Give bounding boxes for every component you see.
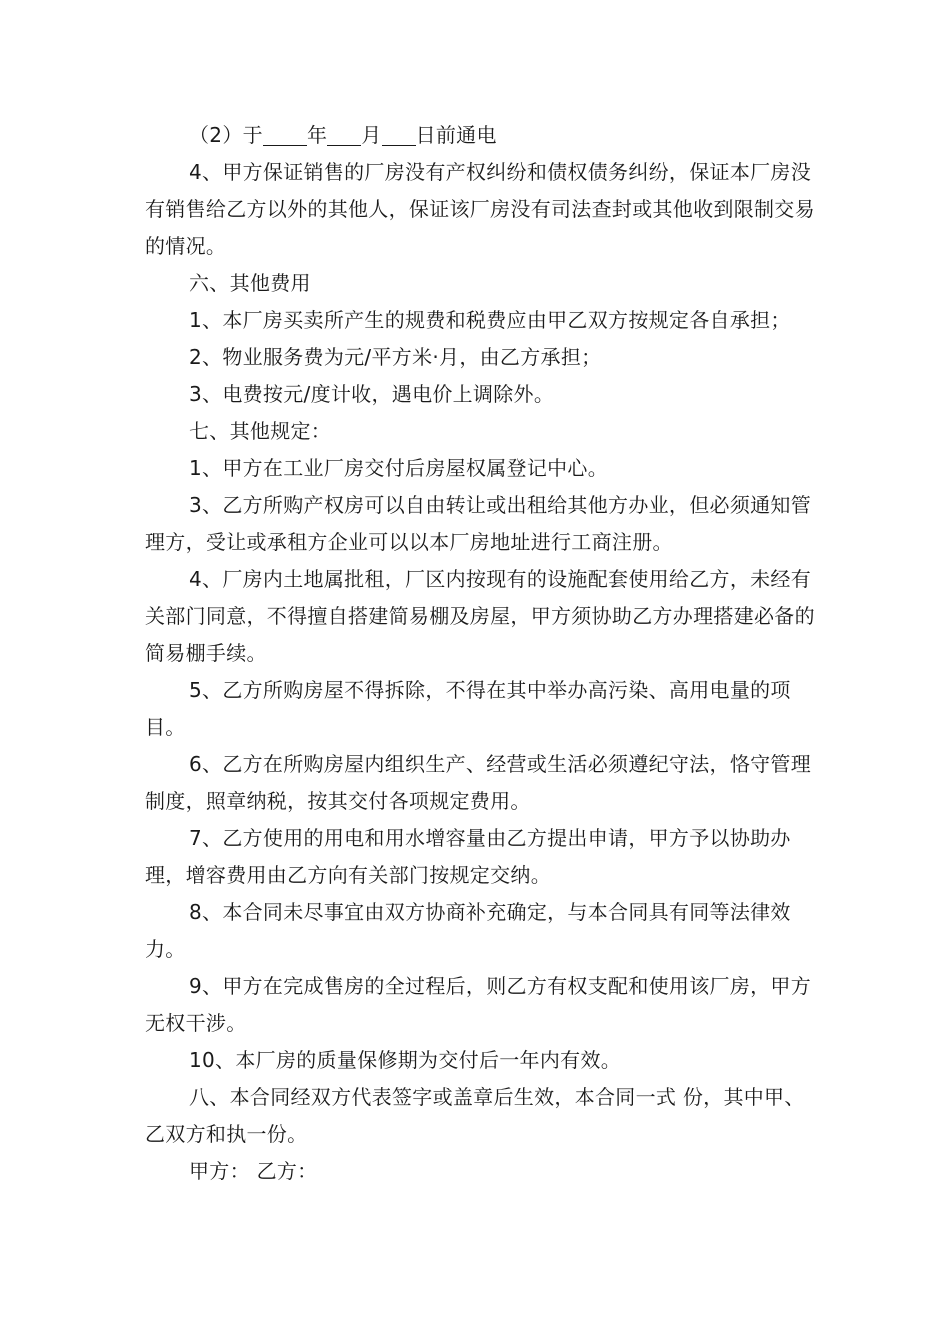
clause-paragraph: 4、甲方保证销售的厂房没有产权纠纷和债权债务纠纷，保证本厂房没有销售给乙方以外的其他人，保证该厂房没有司法查封或其他收到限制交易的情况。: [145, 160, 815, 258]
party-b-label: 乙方：: [256, 1159, 318, 1183]
clause-paragraph: 6、乙方在所购房屋内组织生产、经营或生活必须遵纪守法，恪守管理制度，照章纳税，按其交付各项规定费用。: [145, 752, 812, 813]
month-blank: [327, 123, 361, 146]
clause-paragraph: 2、物业服务费为元/平方米·月，由乙方承担；: [189, 345, 602, 369]
clause-paragraph: 7、乙方使用的用电和用水增容量由乙方提出申请，甲方予以协助办理，增容费用由乙方向有关部门按规定交纳。: [145, 826, 791, 887]
year-label: 年: [306, 123, 328, 147]
clause-paragraph: 3、乙方所购产权房可以自由转让或出租给其他方办业，但必须通知管理方，受让或承租方企业可以以本厂房地址进行工商注册。: [145, 493, 812, 554]
clause-paragraph: 9、甲方在完成售房的全过程后，则乙方有权支配和使用该厂房，甲方无权干涉。: [145, 974, 812, 1035]
party-a-label: 甲方：: [189, 1159, 250, 1183]
section-heading-other-rules: 七、其他规定：: [189, 419, 332, 443]
clause-paragraph: 4、厂房内土地属批租，厂区内按现有的设施配套使用给乙方，未经有关部门同意，不得擅自搭建简易棚及房屋，甲方须协助乙方办理搭建必备的简易棚手续。: [145, 567, 815, 665]
day-blank: [382, 123, 416, 146]
power-on-suffix: 日前通电: [415, 123, 497, 147]
section-heading-other-fees: 六、其他费用: [189, 271, 311, 295]
signature-line: [145, 1153, 815, 1190]
power-on-date-line: [145, 117, 815, 154]
section-heading-effect: 八、本合同经双方代表签字或盖章后生效，本合同一式 份，其中甲、乙双方和执一份。: [145, 1085, 805, 1146]
clause-paragraph: 3、电费按元/度计收，遇电价上调除外。: [189, 382, 555, 406]
power-on-prefix: （2）于: [189, 123, 263, 147]
clause-paragraph: 10、本厂房的质量保修期为交付后一年内有效。: [189, 1048, 622, 1072]
clause-paragraph: 8、本合同未尽事宜由双方协商补充确定，与本合同具有同等法律效力。: [145, 900, 791, 961]
clause-paragraph: 1、甲方在工业厂房交付后房屋权属登记中心。: [189, 456, 609, 480]
year-blank: [263, 123, 307, 146]
month-label: 月: [361, 123, 382, 147]
clause-paragraph: 5、乙方所购房屋不得拆除，不得在其中举办高污染、高用电量的项目。: [145, 678, 791, 739]
clause-paragraph: 1、本厂房买卖所产生的规费和税费应由甲乙双方按规定各自承担；: [189, 308, 791, 332]
document-body: [145, 117, 815, 1190]
